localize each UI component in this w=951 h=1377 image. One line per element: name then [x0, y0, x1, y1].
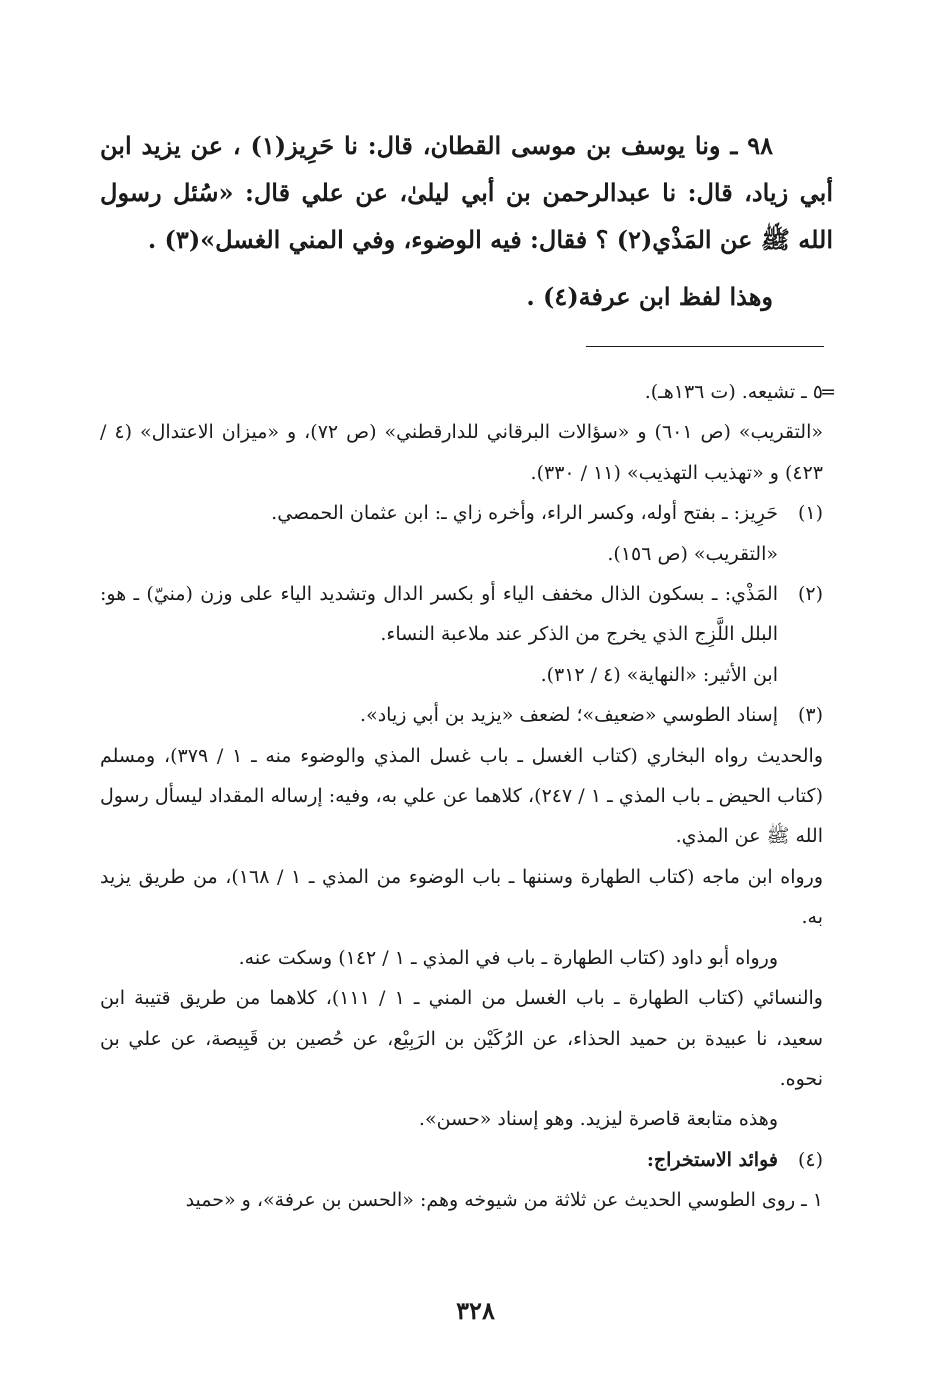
hadith-paragraph: ٩٨ ـ ونا يوسف بن موسى القطان، قال: نا حَرِيز(١) ، عن يزيد ابن أبي زياد، قال: نا عبدالرحمن بن أبي ليلىٰ، عن علي قال: «سُئل رسول الله ﷺ عن المَذْي(٢) ؟ فقال: فيه الوضوء، وفي المني الغسل»(٣) .	[100, 131, 833, 254]
footnote-text: والنسائي (كتاب الطهارة ـ باب الغسل من المني ـ ١ / ١١١)، كلاهما من طريق قتيبة ابن سعيد، نا عبيدة بن حميد الحذاء، عن الرُكَيْن بن الرَبِيْع، عن حُصين بن قَبِيصة، عن علي بن نحوه.	[100, 987, 823, 1090]
footnote-text: «التقريب» (ص ١٥٦).	[607, 542, 778, 565]
footnote-number: (١)	[797, 502, 823, 525]
footnote-text: ورواه أبو داود (كتاب الطهارة ـ باب في المذي ـ ١ / ١٤٢) وسكت عنه.	[238, 946, 778, 969]
footnote-text: ورواه ابن ماجه (كتاب الطهارة وسننها ـ باب الوضوء من المذي ـ ١ / ١٦٨)، من طريق يزيد به.	[100, 865, 823, 929]
footnote-4	[100, 1140, 823, 1180]
footnote-text: وهذه متابعة قاصرة ليزيد. وهو إسناد «حسن».	[418, 1108, 778, 1131]
footnote-continuation: ٥ ـ تشيعه. (ت ١٣٦هـ).	[644, 381, 823, 403]
footnote-2	[100, 574, 823, 655]
footnotes	[100, 372, 823, 1221]
footnote-number: (٤)	[797, 1148, 823, 1171]
page-number: ٣٢٨	[456, 1296, 495, 1325]
footnote-text: والحديث رواه البخاري (كتاب الغسل ـ باب غسل المذي والوضوء منه ـ ١ / ٣٧٩)، ومسلم (كتاب الحيض ـ باب المذي ـ ١ / ٢٤٧)، كلاهما عن علي به، وفيه: إرساله المقداد ليسأل رسول الله ﷺ عن المذي.	[100, 744, 824, 848]
footnote-number: (٢)	[797, 583, 823, 606]
footnote-text: حَرِيز: ـ بفتح أوله، وكسر الراء، وأخره زاي ـ: ابن عثمان الحمصي.	[271, 502, 778, 525]
footnote-continuation: «التقريب» (ص ٦٠١) و «سؤالات البرقاني للدارقطني» (ص ٧٢)، و «ميزان الاعتدال» (٤ / ٤٢٣) و «تهذيب التهذيب» (١١ / ٣٣٠).	[100, 421, 823, 484]
footnote-number: (٣)	[797, 704, 823, 727]
continuation-mark: =	[820, 381, 836, 403]
footnote-separator	[586, 346, 824, 347]
footnote-text: ١ ـ روى الطوسي الحديث عن ثلاثة من شيوخه وهم: «الحسن بن عرفة»، و «حميد	[185, 1189, 823, 1212]
footnote-text: إسناد الطوسي «ضعيف»؛ لضعف «يزيد بن أبي زياد».	[360, 704, 778, 727]
footnote-heading: فوائد الاستخراج:	[646, 1148, 778, 1171]
hadith-text	[100, 122, 833, 320]
footnote-text: ابن الأثير: «النهاية» (٤ / ٣١٢).	[540, 663, 778, 686]
footnote-text: المَذْي: ـ بسكون الذال مخفف الياء أو بكسر الدال وتشديد الياء على وزن (منيّ) ـ هو: البلل اللَّزِج الذي يخرج من الذكر عند ملاعبة النساء.	[100, 583, 778, 646]
footnote-3	[100, 695, 823, 735]
hadith-note-paragraph: وهذا لفظ ابن عرفة(٤) .	[526, 282, 773, 311]
footnote-1	[100, 493, 823, 533]
